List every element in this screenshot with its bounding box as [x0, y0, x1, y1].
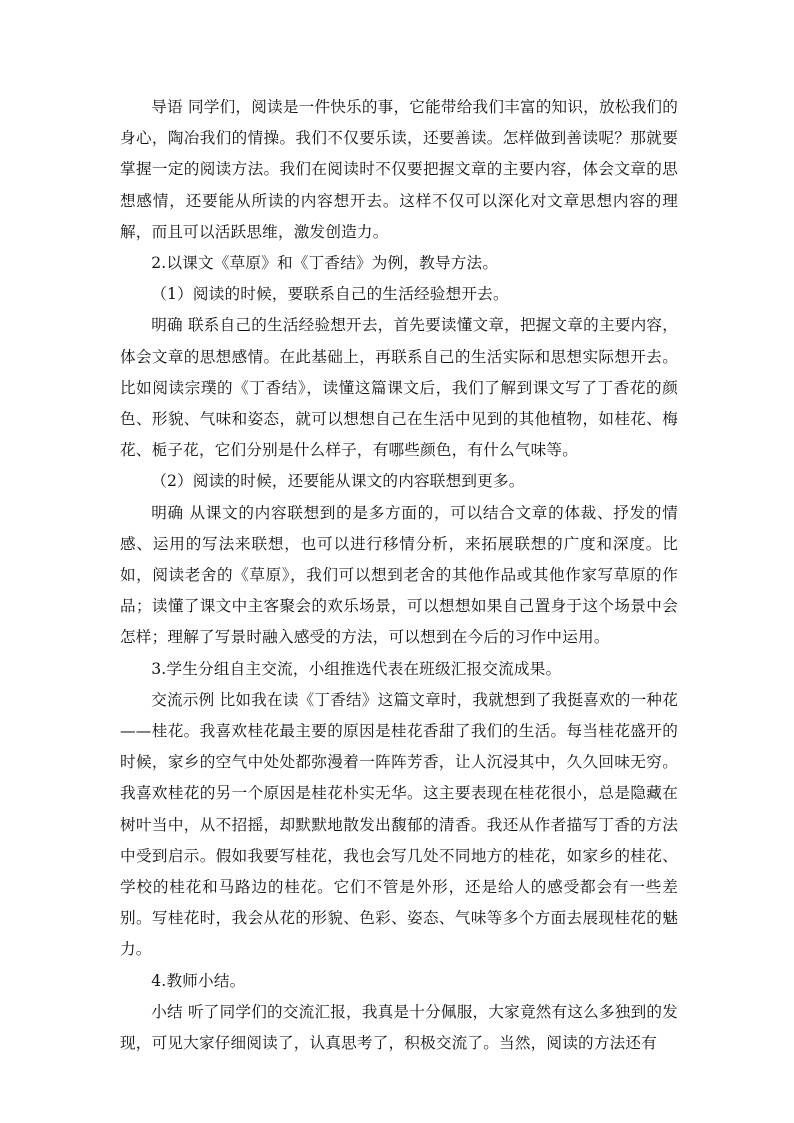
paragraph-text: 比如我在读《丁香结》这篇文章时，我就想到了我挺喜欢的一种花——桂花。我喜欢桂花最主要的原因是桂花香甜了我们的生活。每当桂花盛开的时候，家乡的空气中处处都弥漫着一阵阵芳香，让人沉浸其中，久久回味无穷。我喜欢桂花的另一个原因是桂花朴实无华。这主要表现在桂花很小，总是隐藏在树叶当中，从不招摇，却默默地散发出馥郁的清香。我还从作者描写丁香的方法中受到启示。假如我要写桂花，我也会写几处不同地方的桂花，如家乡的桂花、学校的桂花和马路边的桂花。它们不管是外形，还是给人的感受都会有一些差别。写桂花时，我会从花的形貌、色彩、姿态、气味等多个方面去展现桂花的魅力。 [120, 690, 678, 959]
paragraph-lead: 明确 [151, 503, 184, 522]
paragraph-text: 听了同学们的交流汇报，我真是十分佩服，大家竟然有这么多独到的发现，可见大家仔细阅读了，认真思考了，积极交流了。当然，阅读的方法还有 [120, 1002, 679, 1053]
paragraph-lead: 小结 [151, 1002, 183, 1021]
paragraph-lead: 导语 [151, 98, 183, 116]
paragraph-text: 同学们，阅读是一件快乐的事，它能带给我们丰富的知识，放松我们的身心，陶冶我们的情操。我们不仅要乐读，还要善读。怎样做到善读呢？那就要掌握一定的阅读方法。我们在阅读时不仅要把握文章的主要内容，体会文章的思想感情，还要能从所读的内容想开去。这样不仅可以深化对文章思想内容的理解，而且可以活跃思维，激发创造力。 [120, 98, 679, 241]
paragraph-text: （2）阅读的时候，还要能从课文的内容联想到更多。 [151, 472, 525, 491]
paragraph-step-4 [120, 966, 678, 997]
paragraph-lead: 交流示例 [151, 690, 215, 709]
paragraph-text: 2.以课文《草原》和《丁香结》为例，教导方法。 [151, 254, 499, 273]
paragraph-point-1 [120, 279, 678, 310]
paragraph-clarify-1 [120, 310, 678, 466]
paragraph-text: 从课文的内容联想到的是多方面的，可以结合文章的体裁、抒发的情感、运用的写法来联想，也可以进行移情分析，来拓展联想的广度和深度。比如，阅读老舍的《草原》，我们可以想到老舍的其他作品或其他作家写草原的作品；读懂了课文中主客聚会的欢乐场景，可以想想如果自己置身于这个场景中会怎样；理解了写景时融入感受的方法，可以想到在今后的习作中运用。 [120, 503, 678, 647]
paragraph-step-2 [120, 248, 678, 279]
paragraph-example [120, 685, 678, 966]
document-body [120, 92, 678, 1059]
paragraph-summary [120, 997, 678, 1059]
paragraph-step-3 [120, 654, 678, 685]
paragraph-point-2 [120, 466, 678, 497]
paragraph-text: 联系自己的生活经验想开去，首先要读懂文章，把握文章的主要内容，体会文章的思想感情。在此基础上，再联系自己的生活实际和思想实际想开去。比如阅读宗璞的《丁香结》，读懂这篇课文后，我们了解到课文写了丁香花的颜色、形貌、气味和姿态，就可以想想自己在生活中见到的其他植物，如桂花、梅花、栀子花，它们分别是什么样子，有哪些颜色，有什么气味等。 [120, 316, 679, 460]
paragraph-lead: 明确 [151, 316, 183, 335]
paragraph-text: （1）阅读的时候，要联系自己的生活经验想开去。 [151, 285, 509, 304]
paragraph-text: 4.教师小结。 [151, 971, 246, 990]
paragraph-text: 3.学生分组自主交流，小组推选代表在班级汇报交流成果。 [151, 659, 562, 678]
paragraph-clarify-2 [120, 498, 678, 654]
paragraph-intro [120, 92, 678, 248]
